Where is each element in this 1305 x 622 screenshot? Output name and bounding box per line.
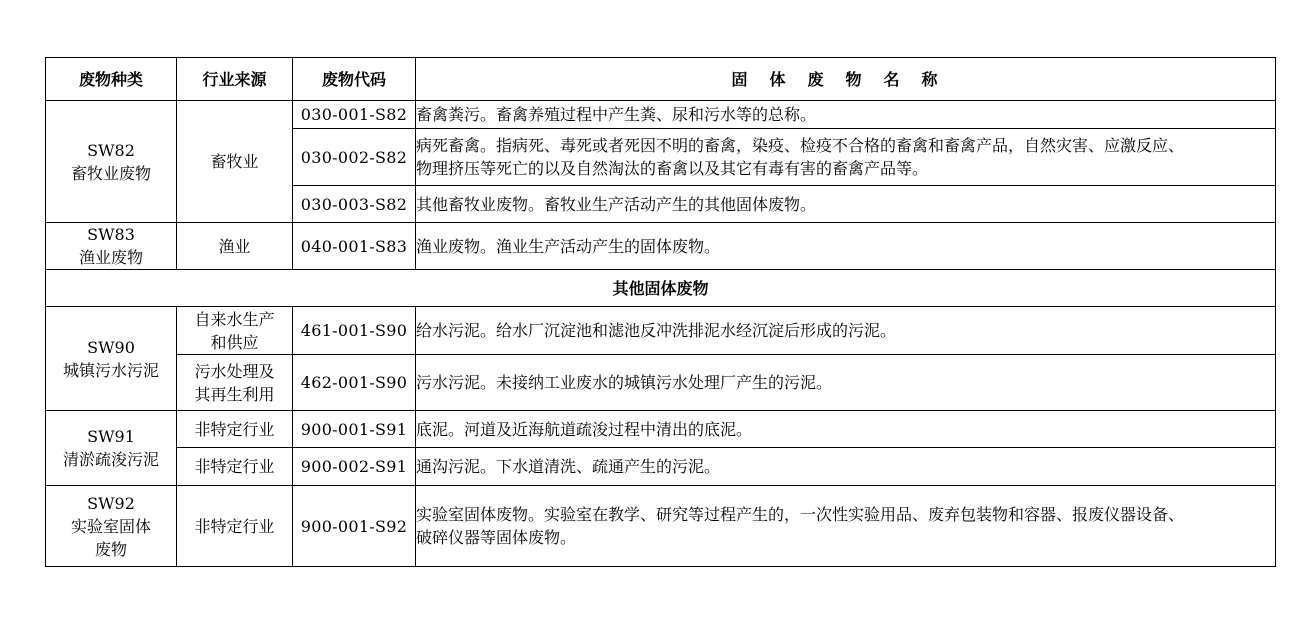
waste-description: 通沟污泥。下水道清洗、疏通产生的污泥。 xyxy=(416,448,1276,486)
waste-code: 030-002-S82 xyxy=(293,129,416,186)
waste-code: 040-001-S83 xyxy=(293,223,416,270)
category-cell-sw90 xyxy=(46,307,177,411)
table-row xyxy=(46,355,1276,411)
waste-code: 900-001-S92 xyxy=(293,486,416,567)
industry-cell xyxy=(177,355,293,411)
section-row xyxy=(46,270,1276,307)
industry-cell: 畜牧业 xyxy=(177,101,293,223)
description-line: 病死畜禽。指病死、毒死或者死因不明的畜禽，染疫、检疫不合格的畜禽和畜禽产品，自然灾害、应激反应、 xyxy=(416,136,1185,155)
category-code: SW92 xyxy=(87,493,135,513)
header-category: 废物种类 xyxy=(46,58,177,101)
waste-description: 污水污泥。未接纳工业废水的城镇污水处理厂产生的污泥。 xyxy=(416,355,1276,411)
industry-cell: 渔业 xyxy=(177,223,293,270)
waste-code: 900-002-S91 xyxy=(293,448,416,486)
category-cell-sw82 xyxy=(46,101,177,223)
waste-description xyxy=(416,486,1276,567)
header-industry: 行业来源 xyxy=(177,58,293,101)
table-row xyxy=(46,307,1276,355)
category-name: 城镇污水污泥 xyxy=(62,360,159,380)
category-name: 畜牧业废物 xyxy=(70,163,151,183)
waste-code: 900-001-S91 xyxy=(293,411,416,448)
industry-line: 其再生利用 xyxy=(194,384,275,404)
table-header-row xyxy=(46,58,1276,101)
waste-description: 底泥。河道及近海航道疏浚过程中清出的底泥。 xyxy=(416,411,1276,448)
table-row xyxy=(46,223,1276,270)
waste-code: 030-003-S82 xyxy=(293,186,416,223)
description-line: 实验室固体废物。实验室在教学、研究等过程产生的，一次性实验用品、废弃包装物和容器、报废仪器设备、 xyxy=(416,505,1185,524)
section-title: 其他固体废物 xyxy=(46,270,1276,307)
waste-code: 462-001-S90 xyxy=(293,355,416,411)
table-row xyxy=(46,486,1276,567)
waste-code: 461-001-S90 xyxy=(293,307,416,355)
waste-description: 其他畜牧业废物。畜牧业生产活动产生的其他固体废物。 xyxy=(416,186,1276,223)
description-line: 物理挤压等死亡的以及自然淘汰的畜禽以及其它有毒有害的畜禽产品等。 xyxy=(416,159,929,178)
category-code: SW83 xyxy=(87,225,135,244)
waste-classification-table xyxy=(45,57,1276,567)
category-name: 实验室固体 xyxy=(70,516,151,536)
category-name: 渔业废物 xyxy=(78,248,143,267)
category-code: SW90 xyxy=(87,337,135,357)
category-code: SW91 xyxy=(87,427,135,446)
category-cell-sw92 xyxy=(46,486,177,567)
industry-cell: 非特定行业 xyxy=(177,448,293,486)
category-name: 清淤疏浚污泥 xyxy=(62,450,159,469)
table-row xyxy=(46,101,1276,129)
category-cell-sw83 xyxy=(46,223,177,270)
industry-cell: 非特定行业 xyxy=(177,411,293,448)
waste-description: 给水污泥。给水厂沉淀池和滤池反冲洗排泥水经沉淀后形成的污泥。 xyxy=(416,307,1276,355)
waste-code: 030-001-S82 xyxy=(293,101,416,129)
waste-description: 渔业废物。渔业生产活动产生的固体废物。 xyxy=(416,223,1276,270)
industry-line: 自来水生产 xyxy=(194,309,275,329)
waste-description: 畜禽粪污。畜禽养殖过程中产生粪、尿和污水等的总称。 xyxy=(416,101,1276,129)
category-name: 废物 xyxy=(94,539,127,559)
category-cell-sw91 xyxy=(46,411,177,486)
industry-cell xyxy=(177,307,293,355)
industry-cell: 非特定行业 xyxy=(177,486,293,567)
header-code: 废物代码 xyxy=(293,58,416,101)
table-row xyxy=(46,448,1276,486)
industry-line: 污水处理及 xyxy=(194,361,275,381)
description-line: 破碎仪器等固体废物。 xyxy=(416,528,577,547)
header-name: 固体废物名称 xyxy=(416,58,1276,101)
industry-line: 和供应 xyxy=(210,332,259,352)
table-row xyxy=(46,411,1276,448)
category-code: SW82 xyxy=(87,140,135,160)
waste-description xyxy=(416,129,1276,186)
